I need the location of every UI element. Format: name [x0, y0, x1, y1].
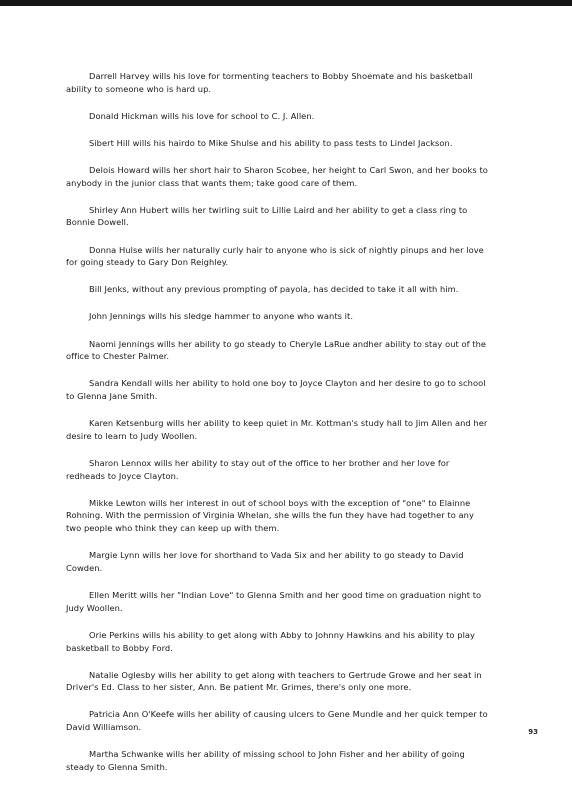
will-entry-kendall: Sandra Kendall wills her ability to hold one boy to Joyce Clayton and her desire to go to school to Glenna Jane Smith.	[66, 378, 486, 402]
will-entry-lynn: Margie Lynn wills her love for shorthand to Vada Six and her ability to go steady to David Cowden.	[66, 550, 464, 573]
will-entry-lewton: Mikke Lewton wills her interest in out of school boys with the exception of "one" to Elainne Rohning. With the permission of Virginia Whelan, she wills the fun they have had together to any two people who think they can keep up with them.	[66, 497, 474, 534]
will-entry-oglesby: Natalie Oglesby wills her ability to get along with teachers to Gertrude Growe and her seat in Driver's Ed. Class to her sister, Ann. Be patient Mr. Grimes, there's only one more.	[66, 669, 482, 693]
will-entry-ketsenburg: Karen Ketsenburg wills her ability to keep quiet in Mr. Kottman's study hall to Jim Allen and her desire to learn to Judy Woollen.	[66, 418, 488, 441]
will-entry-schwanke: Martha Schwanke wills her ability of missing school to John Fisher and her ability of going steady to Glenna Smith.	[66, 749, 465, 772]
will-entry-meritt: Ellen Meritt wills her "Indian Love" to Glenna Smith and her good time on graduation night to Judy Woollen.	[66, 590, 482, 613]
will-entry-hulse: Donna Hulse wills her naturally curly hair to anyone who is sick of nightly pinups and her love for going steady to Gary Don Reighley.	[66, 244, 484, 268]
will-entry-hubert: Shirley Ann Hubert wills her twirling suit to Lillie Laird and her ability to get a class ring to Bonnie Dowell.	[66, 204, 468, 228]
page-top-border	[0, 0, 572, 6]
page-content	[66, 70, 490, 788]
will-entry-perkins: Orie Perkins wills his ability to get along with Abby to Johnny Hawkins and his ability to play basketball to Bobby Ford.	[66, 629, 476, 653]
will-entry-naomi-jennings: Naomi Jennings wills her ability to go steady to Cheryle LaRue andher ability to stay out of the office to Chester Palmer.	[66, 338, 487, 362]
will-entry-hickman: Donald Hickman wills his love for school to C. J. Allen.	[89, 110, 315, 121]
will-entry-harvey: Darrell Harvey wills his love for tormenting teachers to Bobby Shoemate and his basketball ability to someone who is hard up.	[66, 71, 473, 94]
will-entry-john-jennings: John Jennings wills his sledge hammer to anyone who wants it.	[89, 311, 354, 322]
page-number: 93	[528, 728, 538, 736]
will-entry-howard: Delois Howard wills her short hair to Sharon Scobee, her height to Carl Swon, and her books to anybody in the junior class that wants them; take good care of them.	[66, 164, 488, 188]
will-entry-lennox: Sharon Lennox wills her ability to stay out of the office to her brother and her love for redheads to Joyce Clayton.	[66, 457, 450, 481]
will-entry-jenks: Bill Jenks, without any previous prompting of payola, has decided to take it all with him.	[89, 284, 459, 295]
will-entry-hill: Sibert Hill wills his hairdo to Mike Shulse and his ability to pass tests to Lindel Jackson.	[89, 137, 453, 148]
will-entry-okeefe: Patricia Ann O'Keefe wills her ability of causing ulcers to Gene Mundle and her quick temper to David Williamson.	[66, 709, 488, 733]
